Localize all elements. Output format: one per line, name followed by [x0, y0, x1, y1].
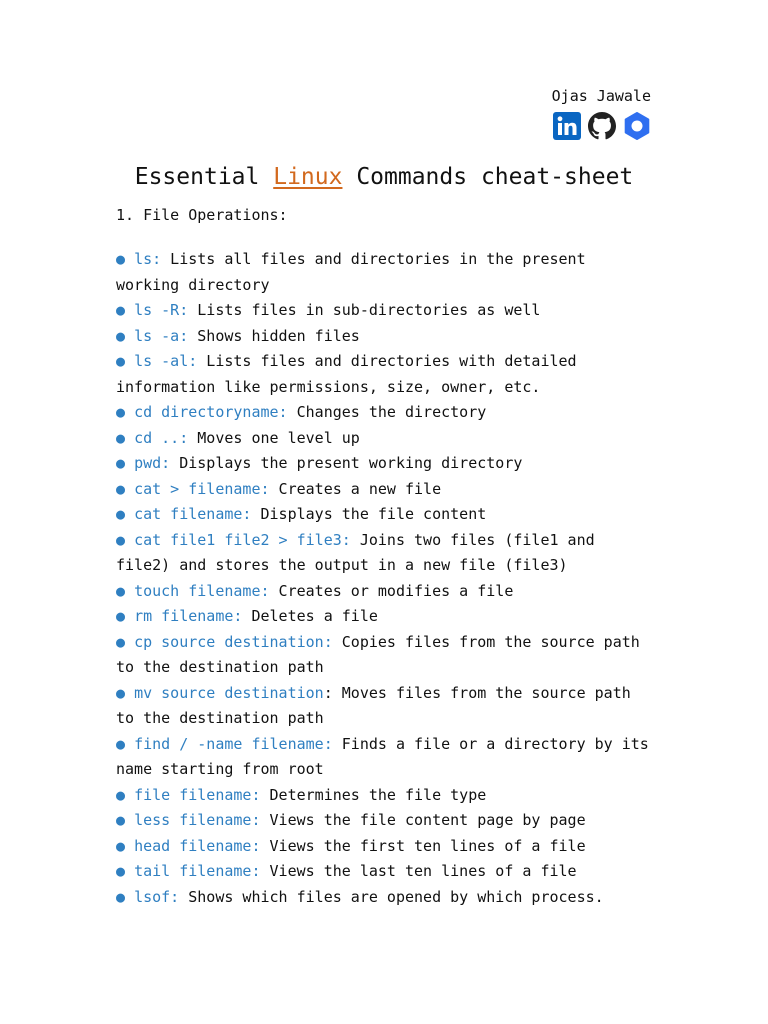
command-name: tail filename: [134, 862, 261, 880]
bullet-icon: ● [116, 454, 126, 472]
bullet-icon: ● [116, 607, 126, 625]
command-name: cd ..: [134, 428, 189, 447]
command-description: Views the file content page by page [260, 811, 586, 829]
command-item [116, 630, 656, 681]
github-icon[interactable] [588, 112, 616, 140]
command-item [116, 885, 656, 911]
command-name: file filename: [134, 785, 261, 804]
bullet-icon: ● [116, 530, 126, 549]
command-name: ls -a: [134, 326, 189, 345]
bullet-icon: ● [116, 479, 126, 498]
command-description: Lists files in sub-directories as well [188, 301, 541, 319]
command-description: Displays the file content [251, 505, 487, 523]
command-name: mv source destination [134, 683, 324, 702]
command-item [116, 783, 656, 809]
bullet-icon: ● [116, 250, 126, 268]
title-suffix: Commands cheat-sheet [342, 164, 634, 190]
command-description: Shows hidden files [188, 326, 360, 345]
command-item [116, 502, 656, 528]
command-name: cp source destination: [134, 632, 333, 651]
command-name: cat > filename: [134, 479, 270, 498]
bullet-icon: ● [116, 862, 126, 880]
command-name: ls -al: [134, 352, 198, 370]
bullet-icon: ● [116, 581, 126, 600]
command-description: Creates or modifies a file [269, 581, 514, 600]
command-item [116, 732, 656, 783]
command-name: ls -R: [134, 301, 189, 319]
command-item [116, 579, 656, 605]
bullet-icon: ● [116, 428, 126, 447]
page-title [0, 160, 768, 194]
command-item [116, 451, 656, 477]
command-description: Displays the present working directory [170, 454, 523, 472]
command-description: Deletes a file [242, 607, 378, 625]
command-name: less filename: [134, 811, 261, 829]
bullet-icon: ● [116, 326, 126, 345]
command-description: Lists all files and directories in the present working directory [116, 250, 586, 294]
command-name: touch filename: [134, 581, 270, 600]
bullet-icon: ● [116, 301, 126, 319]
command-description: Moves one level up [188, 428, 360, 447]
command-item [116, 477, 656, 503]
command-name: ls: [134, 250, 162, 268]
command-item [116, 247, 656, 298]
command-description: Views the first ten lines of a file [260, 836, 586, 855]
bullet-icon: ● [116, 887, 126, 906]
bullet-icon: ● [116, 505, 126, 523]
social-icons [553, 112, 651, 140]
command-item [116, 426, 656, 452]
bullet-icon: ● [116, 734, 126, 753]
command-item [116, 349, 656, 400]
section-heading: 1. File Operations: [116, 206, 288, 224]
bullet-icon: ● [116, 785, 126, 804]
bullet-icon: ● [116, 836, 126, 855]
title-prefix: Essential [134, 164, 274, 190]
command-name: lsof: [134, 887, 180, 906]
bullet-icon: ● [116, 632, 126, 651]
command-item [116, 808, 656, 834]
command-description: Changes the directory [287, 403, 487, 421]
command-name: pwd: [134, 454, 171, 472]
command-item [116, 834, 656, 860]
command-description: Lists files and directories with detailed information like permissions, size, owner, etc. [116, 352, 577, 396]
command-description: Finds a file or a directory by its name starting from root [116, 734, 649, 778]
command-name: cat file1 file2 > file3: [134, 530, 351, 549]
author-name: Ojas Jawale [551, 87, 651, 105]
command-description: Creates a new file [269, 479, 442, 498]
command-name: cat filename: [134, 505, 252, 523]
command-name: rm filename: [134, 607, 243, 625]
command-item [116, 604, 656, 630]
command-name: cd directoryname: [134, 403, 288, 421]
linkedin-icon[interactable] [553, 112, 581, 140]
command-name: find / -name filename: [134, 734, 333, 753]
command-description: Views the last ten lines of a file [260, 862, 577, 880]
command-description: Shows which files are opened by which process. [179, 887, 604, 906]
command-description: : Moves files from the source path to the destination path [116, 683, 631, 727]
command-item [116, 324, 656, 350]
bullet-icon: ● [116, 352, 126, 370]
command-item [116, 681, 656, 732]
command-item [116, 400, 656, 426]
command-description: Determines the file type [260, 785, 487, 804]
command-list [116, 247, 656, 910]
command-item [116, 528, 656, 579]
command-description: Joins two files (file1 and file2) and stores the output in a new file (file3) [116, 530, 595, 574]
command-name: head filename: [134, 836, 261, 855]
bullet-icon: ● [116, 811, 126, 829]
command-item [116, 298, 656, 324]
bullet-icon: ● [116, 403, 126, 421]
bullet-icon: ● [116, 683, 126, 702]
circle-logo-icon[interactable] [623, 112, 651, 140]
title-highlight-linux: Linux [273, 164, 343, 190]
command-item [116, 859, 656, 885]
command-description: Copies files from the source path to the destination path [116, 632, 640, 676]
